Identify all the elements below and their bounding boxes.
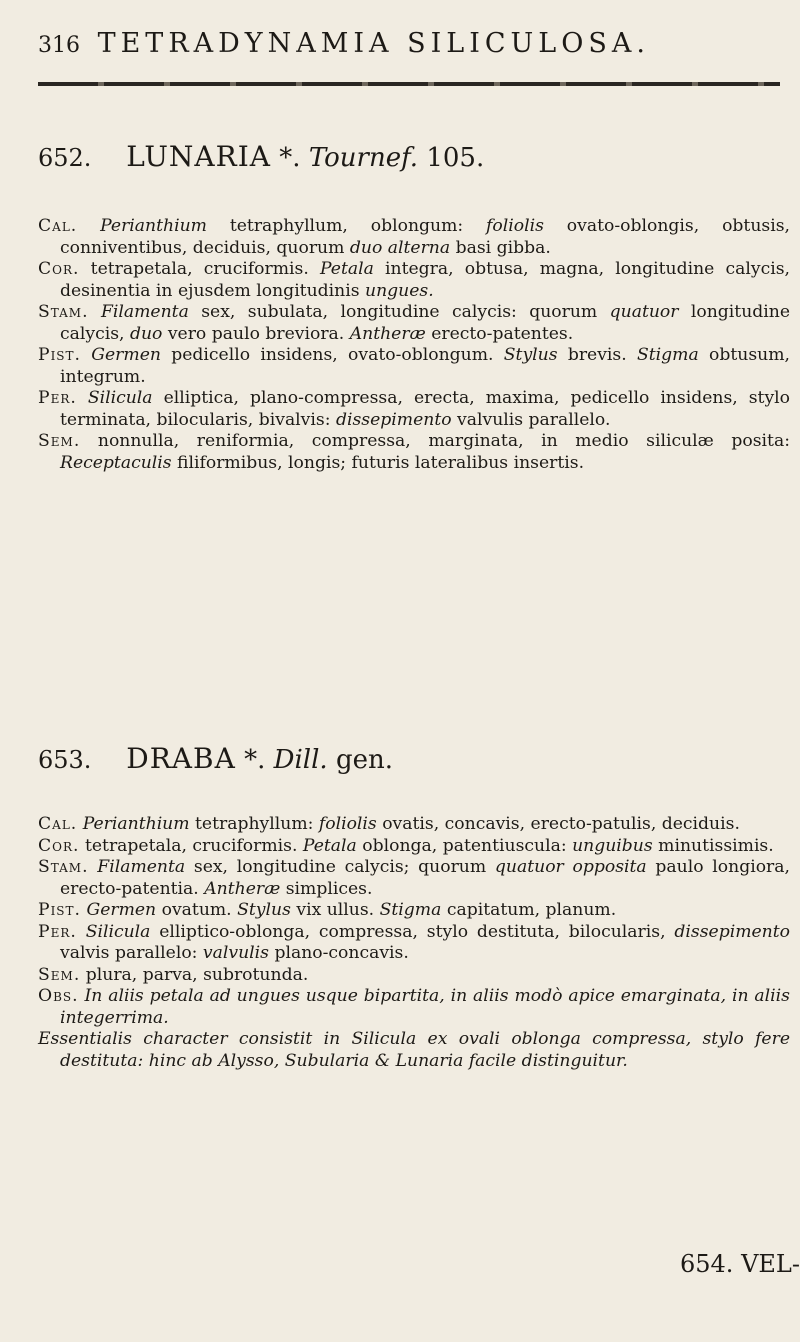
text-run: tetraphyllum: [189,814,319,834]
paragraph-text [86,965,309,985]
italic-run: Antheræ [349,323,426,344]
paragraph-text [60,216,790,258]
genus-description-draba [38,814,790,1072]
text-run: integra, obtusa, magna, longitudine calycis, desinentia in ejusdem longitudinis [60,259,790,301]
text-run: nonnulla, reniformia, compressa, marginata, in medio siliculæ posita: [97,431,790,451]
text-run: vix ullus. [290,900,380,920]
header-rule [38,82,780,86]
italic-run: duo alterna [349,237,451,258]
text-run: sex, subulata, longitudine calycis: quorum [188,302,610,322]
text-run: oblonga, patentiuscula: [356,835,573,856]
section-label: Sem. [38,431,81,451]
pericarp-paragraph [38,922,790,965]
italic-run: Filamenta [100,302,189,322]
section-label: Cor. [38,259,80,279]
text-run: capitatum, planum. [441,900,617,920]
text-run: ovato-oblongis, obtusis, conniventibus, deciduis, quorum [60,216,790,258]
section-label: Cal. [38,814,78,834]
paragraph-text [86,900,616,920]
catchword: 654. VEL- [680,1250,800,1278]
text-run: elliptico-oblonga, compressa, stylo destituta, bilocularis, [150,921,675,942]
italic-run: Stigma [637,345,699,365]
corolla-paragraph [38,259,790,302]
italic-run: valvulis [202,943,269,963]
section-label: Per. [38,921,77,942]
section-label: Sem. [38,964,81,985]
section-label: Stam. [38,857,89,877]
italic-run: Receptaculis [60,452,172,473]
observation-paragraph [38,986,790,1029]
genus-star: *. [244,745,266,775]
italic-run: Petala [302,835,357,856]
stamens-paragraph [38,302,790,345]
italic-run: dissepimento [674,921,790,942]
italic-run: ungues. [365,280,434,301]
italic-run: foliolis [486,216,544,236]
section-label: Per. [38,388,77,408]
italic-run: Germen [86,900,157,920]
italic-run: Silicula [85,921,151,942]
text-run: vero paulo breviora. [162,323,350,344]
text-run: brevis. [557,345,637,365]
running-head [38,28,778,59]
text-run: paulo longiora, erecto-patentia. [60,857,790,899]
text-run: tetrapetala, cruciformis. [84,835,303,856]
pistil-paragraph [38,900,790,922]
italic-run: Silicula [87,388,153,408]
calyx-paragraph [38,814,790,836]
text-run: plano-concavis. [268,943,409,963]
text-run: ovatum. [156,900,238,920]
italic-run: Perianthium [100,216,207,236]
italic-run: quatuor opposita [494,857,647,877]
paragraph-text [85,836,774,856]
text-run: ovatis, concavis, erecto-patulis, deciduis. [376,814,740,834]
italic-run: Petala [319,259,374,279]
corolla-paragraph [38,836,790,858]
italic-run: dissepimento [335,409,452,430]
paragraph-text [60,857,790,899]
paragraph-text [83,814,740,834]
text-run: elliptica, plano-compressa, erecta, maxima, pedicello insidens, stylo terminata, bilocularis, bivalvis: [60,388,791,430]
italic-run: Stylus [237,900,291,920]
italic-run: quatuor [609,302,679,322]
text-run: filiformibus, longis; futuris lateralibus insertis. [171,452,585,473]
page-number: 316 [38,33,80,58]
text-run: sex, longitudine calycis; quorum [185,857,495,877]
paragraph-text [60,922,790,964]
italic-run: Stigma [379,900,442,920]
seeds-paragraph [38,431,790,474]
section-label: Obs. [38,986,79,1006]
genus-name: DRABA [126,742,236,775]
seeds-paragraph [38,965,790,987]
italic-run: foliolis [318,814,377,834]
page-header-title: TETRADYNAMIA SILICULOSA. [97,28,650,59]
italic-run: Filamenta [97,857,186,877]
text-run: pedicello insidens, ovato-oblongum. [160,345,504,365]
text-run: valvulis parallelo. [451,409,611,430]
text-run: tetrapetala, cruciformis. [90,259,320,279]
calyx-paragraph [38,216,790,259]
genus-description-lunaria [38,216,790,474]
essential-character-paragraph [38,1029,790,1072]
text-run: erecto-patentes. [425,323,574,344]
italic-run: unguibus [572,835,653,856]
paragraph-text [60,345,790,387]
genus-reference: 105. [426,143,485,173]
pericarp-paragraph [38,388,790,431]
genus-number: 652. [38,144,92,172]
section-label: Pist. [38,900,81,920]
section-label: Cal. [38,216,78,236]
text-run: longitudine calycis, [60,302,791,344]
essential-character-text: Essentialis character consistit in Silicula ex ovali oblonga compressa, stylo fere destituta: hinc ab Alysso, Subularia & Lunaria facile distinguitur. [38,1029,790,1071]
italic-run: Antheræ [204,878,281,899]
genus-reference: gen. [335,745,393,775]
text-run: obtusum, integrum. [60,345,790,387]
text-run: minutissimis. [652,835,774,856]
stamens-paragraph [38,857,790,900]
pistil-paragraph [38,345,790,388]
paragraph-text [60,431,790,473]
genus-author: Tournef. [308,143,419,173]
observation-text: In aliis petala ad ungues usque bipartita, in aliis modò apice emarginata, in aliis integerrima. [60,986,790,1028]
text-run: plura, parva, subrotunda. [85,964,309,985]
paragraph-text [60,388,790,430]
paragraph-text [60,302,790,344]
genus-star: *. [279,143,301,173]
text-run: simplices. [280,878,373,899]
genus-author: Dill. [273,745,328,775]
italic-run: duo [129,323,163,344]
paragraph-text [60,259,790,301]
genus-heading-draba [38,742,393,775]
text-run: basi gibba. [450,237,551,258]
italic-run: Germen [91,345,161,365]
section-label: Pist. [38,345,81,365]
italic-run: Stylus [503,345,558,365]
genus-heading-lunaria [38,140,484,173]
genus-name: LUNARIA [126,140,272,173]
section-label: Cor. [38,835,80,856]
italic-run: Perianthium [82,814,190,834]
text-run: tetraphyllum, oblongum: [206,216,487,236]
section-label: Stam. [38,302,89,322]
text-run: valvis parallelo: [60,943,203,963]
genus-number: 653. [38,746,92,774]
